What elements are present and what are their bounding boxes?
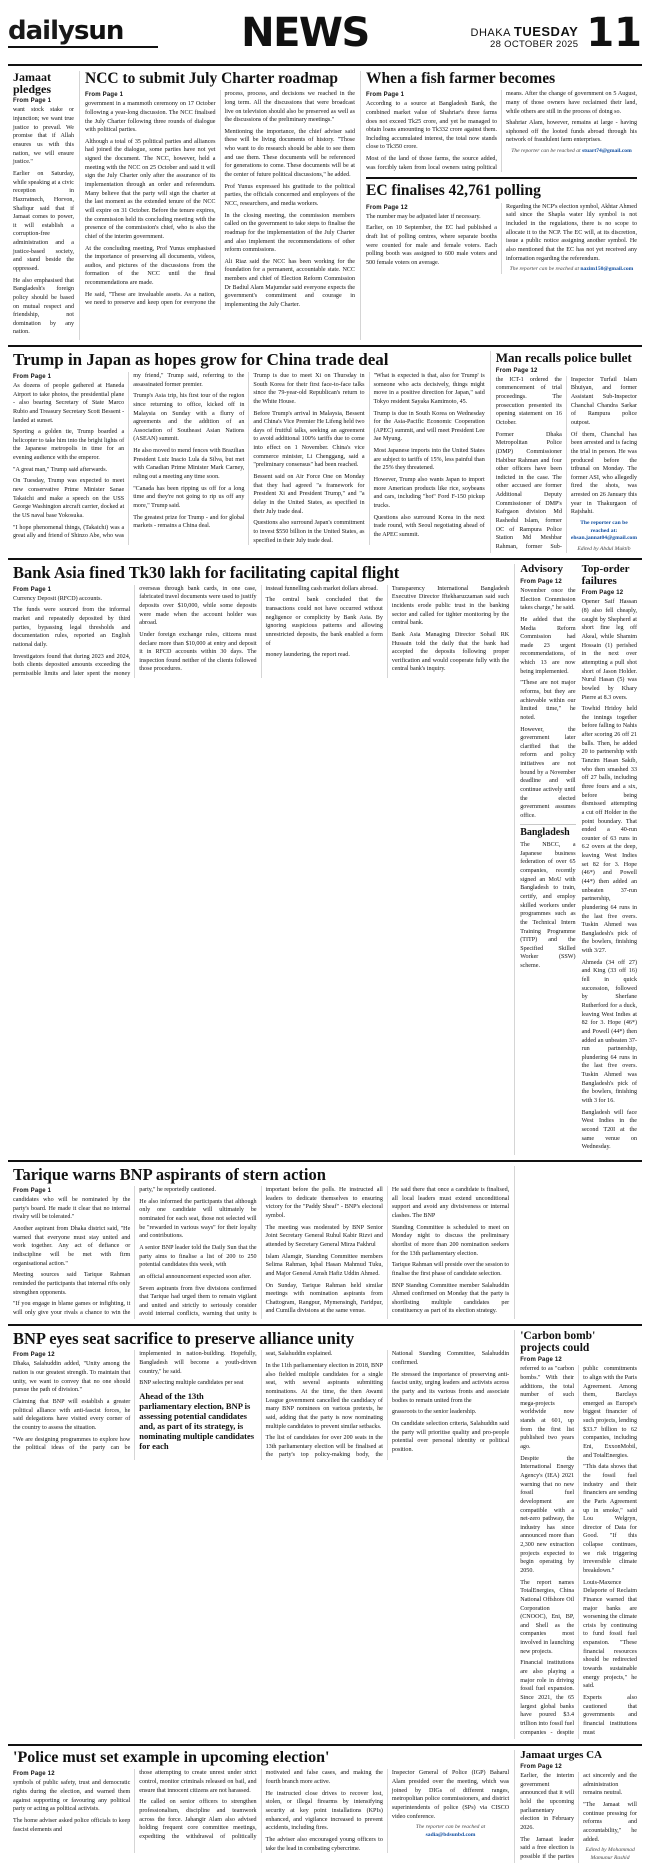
email-label: The reporter can be reached at — [511, 148, 581, 155]
headline-advisory: Advisory — [520, 563, 563, 576]
logo-sun: sun — [73, 16, 124, 46]
paragraph: He called on senior officers to strengthen professionalism, discipline and teamwork across the force. Jahangir Alam also advised holding frequent core committee meetings, expediting the withdrawal of politically motivated and false cases, and making the fourth branch more active. — [139, 1770, 383, 1840]
police-row — [8, 1750, 642, 1863]
paragraph: Ali Riaz said the NCC has been working for the foundation for a permanent, accountable state. NCC members and chief of Election Reform Commission Dr Badiul Alam Majumdar said everyone expects the government's commitment and courage in implementing the July Charter. — [224, 258, 355, 308]
paragraph: Standing Committee is scheduled to meet on Monday night to discuss the preliminary shortlist of more than 200 nomination seekers for the 13th parliamentary election. — [391, 1224, 510, 1257]
byline-trump: From Page 1 — [13, 373, 52, 380]
byline-toporder: From Page 12 — [581, 590, 624, 597]
paragraph: Former Dhaka Metropolitan Police (DMP) Commissioner Habibur Rahman and four other officers have been indicted in the case. The other accused are former Additional Deputy Commissioner of DMP's Kafrgaon division Md Rashedul Islam, former OC of Rampura Police Station Md Meshbar Rahman, former Sub-Inspector Turfail Islam Bhuiyan, and former Assistant Sub-Inspector Chanchal Chandra Sarkar of Rampura police outpost. — [495, 376, 637, 550]
paragraph: On Sunday, Tarique Rahman held similar meetings with nomination aspirants from Chattogram, Rangpur, Mymensingh, Faridpur, and Cumilla divisions at the same venue. — [265, 1282, 383, 1315]
paragraph: Mentioning the importance, the chief adviser said these will be living documents of history. "Those who want to do research should be able to see them and use them. These documents will be referenced for generations to come. These documents will be at the center of future political discussions," he added. — [224, 128, 355, 179]
paragraph: Before Trump's arrival in Malaysia, Bessent and China's Vice Premier He Lifeng held two days of fruitful talks, seeking an agreement to avoid additional 100% tariffs due to come into effect on 1 November. China's vice commerce minister, Li Chenggang, said a "preliminary consensus" had been reached. — [253, 410, 365, 469]
paragraph: He also informed the participants that although only one candidate will ultimately be nominated for each seat, those not selected will be "rewarded in various ways" for their loyalty and contributions. — [139, 1198, 257, 1240]
paragraph: Dhaka, Salahuddin added, "Unity among the nation is our greatest strength. To maintain that unity, we want to convey that no one should pursue the path of division." — [13, 1361, 131, 1394]
paragraph: He instructed close drives to recover lost, stolen, or illegal firearms by intensifying security at key point installations (KPIs) enhanced, and vigilance increased to prevent accidents, including fires. — [265, 1790, 383, 1832]
paragraph: In the 11th parliamentary election in 2018, BNP also fielded multiple candidates for a single seat, with several aspirants submitting nominations. At the time, the then Awami League government cancelled the candidacy of many BNP nominees on various pretexts, he said, adding that the party is now nominating multiple candidates to prevent similar setbacks. — [265, 1363, 383, 1430]
spacer-col — [515, 1166, 642, 1319]
paragraph: grassroots to the senior leadership. — [391, 1409, 477, 1416]
masthead-weekday: TUESDAY — [513, 24, 579, 40]
paragraph: The meeting was moderated by BNP Senior Joint Secretary General Ruhul Kabir Rizvi and attended by Secretary General Mirza Fakhrul — [265, 1224, 383, 1248]
article-police-example — [8, 1750, 515, 1863]
newspaper-logo — [8, 18, 158, 48]
headline-toporder: Top-order failures — [581, 563, 630, 587]
paragraph: The funds were sourced from the informal market and repeatedly deposited by third parties, bypassing legal thresholds and documentation rules, reported an English national daily. — [13, 607, 131, 648]
subheading-bnp: Ahead of the 13th parliamentary election, BNP is assessing potential candidates and, as part of its strategy, is nominating multiple candidates for each — [139, 1391, 255, 1451]
byline-ncc: From Page 1 — [85, 92, 124, 99]
masthead-right — [452, 10, 642, 56]
email-address: nazim150@gmail.com — [580, 266, 634, 273]
paragraph: Sporting a golden tie, Trump boarded a helicopter to take him into the bright lights of the Japanese metropolis in time for an evening audience with the emperor. — [13, 429, 125, 462]
paragraph: Of them, Chanchal has been arrested and is facing the trial in person. He was produced before the tribunal on Monday. The former ASI, who allegedly fired the shots, was arrested on 26 January this year in Thakurgaon of Rajshahi. — [570, 431, 637, 516]
paragraph: "We are designing programmes to explore how the political ideas of the party can be implemented in nation-building. Hopefully, Bangladesh will become a youth-driven country," he said. — [13, 1351, 257, 1452]
headline-jamaat-ca: Jamaat urges CA — [520, 1748, 603, 1761]
paragraph: Under foreign exchange rules, citizens must declare more than $10,000 at entry and deposit it in RFCD accounts within 30 days. The inspection found neither of the clients followed those procedures. — [139, 631, 257, 673]
paragraph: However, Trump also wants Japan to import more American products like rice, soybeans and cars, including "hot" Ford F-150 pickup trucks. — [373, 477, 485, 509]
paragraph: Meeting sources said Tarique Rahman reminded the participants that internal rifts only strengthen opponents. — [13, 1272, 131, 1296]
email-address: stuart74@gmail.com — [581, 148, 632, 155]
paragraph: However, the government later clarified that the reform and policy initiatives are not bound by a November deadline and will continue actively until the elected government assumes office. — [520, 726, 576, 819]
article-tarique — [8, 1166, 515, 1319]
article-trump-japan — [8, 351, 491, 553]
paragraph: the ICT-1 ordered the commencement of trial proceedings. The prosecution presented its opening statement on 16 October. — [495, 376, 562, 426]
byline-bnp-seat: From Page 12 — [13, 1352, 55, 1359]
paragraph: seat, Salahuddin explained. — [265, 1351, 333, 1358]
paragraph: "What is expected is that, also for Trump' is someone who acts decisively, things might move in a positive direction for Japan," said Tokyo resident Sayaka Kamimoto, 45. — [373, 372, 485, 405]
article-police-bullet — [491, 351, 642, 553]
paragraph: The NBCC, a Japanese business federation of over 65 companies, recently signed an MoU with Bangladesh to train, certify, and employ skilled workers under programmes such as the Technical Intern Training Programme (TITP) and the Specified Skilled Worker (SSW) scheme. — [520, 842, 576, 970]
article-bnp-seat — [8, 1330, 515, 1739]
paragraph: Another aspirant from Dhaka district said, "He warned that everyone must stay united and work together. Any act of defiance or indiscipline will be met with firm organisational action." — [13, 1226, 131, 1267]
email-label: The reporter can be reached at — [509, 266, 580, 273]
bankasia-row — [8, 564, 642, 1154]
paragraph: Earlier, on 10 September, the EC had published a draft list of polling centres, where separate booths were counted for male and female voters. Each polling booth was assigned to 600 male voters and 500 female voters on average. — [366, 225, 497, 266]
paragraph: Questions also surround Korea in the next trade round, with Seoul negotiating ahead of the APEC summit. — [373, 514, 485, 538]
paragraph: The list of candidates for over 200 seats in the 13th parliamentary election will be finalised at the party's top policy-making body, the National Standing Committee, Salahuddin confirmed. — [265, 1351, 510, 1459]
paragraph: Most of the land of those farms, the source added, was forcibly taken from local owners using political means. After the change of government on 5 August, many of those owners have reclaimed their land, while others are still in the process of doing so. — [366, 91, 637, 171]
article-jamaat-pledges — [8, 71, 80, 340]
paragraph: Financial institutions are also playing a major role in driving fossil fuel expansion. Since 2021, the 65 largest global banks have poured $3.4 trillion into fossil fuel companies - despite public commitments to align with the Paris Agreement. Among them, Barclays emerged as Europe's biggest financier of such projects, lending $33.7 billion to 62 companies, including Eni, ExxonMobil, and TotalEnergies. — [520, 1366, 637, 1736]
byline-police-bullet: From Page 12 — [495, 367, 538, 374]
headline-trump: Trump in Japan as hopes grow for China trade deal — [13, 350, 389, 370]
paragraph: The central bank concluded that the transactions could not have occurred without negligence or complicity by Bank Asia. By ignoring suspicious patterns and allowing unrestricted deposits, the bank enabled a form of — [265, 597, 383, 647]
masthead-city: DHAKA — [470, 27, 511, 40]
byline-advisory: From Page 12 — [520, 578, 562, 585]
divider — [520, 824, 575, 825]
email-label: The reporter can be reached at — [415, 1824, 486, 1831]
page-number: 11 — [586, 10, 642, 56]
paragraph: Prof Yunus expressed his gratitude to the political parties, the officials concerned and employees of the NCC, researchers, and media workers. — [224, 183, 355, 207]
divider — [8, 1744, 642, 1746]
masthead-full-date: 28 OCTOBER 2025 — [490, 39, 579, 51]
article-jamaat-urges-ca — [515, 1750, 642, 1863]
paragraph: Inspector General of Police (IGP) Baharul Alam presided over the meeting, which was joined by DIGs of different ranges, metropolitan police commissioners, and district superintendents of police (SPs) via CISCO video conference. — [391, 1770, 510, 1820]
paragraph: Investigators found that during 2023 and 2024, both clients deposited amounts exceeding the permissible limits and later spent the money overseas through bank cards, in one case, fabricated travel documents were used to justify deposits over $10,000, while some deposits were made when the account holder was abroad. — [13, 585, 257, 677]
masthead-date — [471, 25, 579, 51]
article-ncc-roadmap — [80, 71, 361, 340]
paragraph: Ahmeda (34 off 27) and King (33 off 16) fell in quick succession, followed by Sherfane Rutherford for a duck, leaving West Indies at 82 for 3. Hope (46*) and Powell (44*) then added an unbeaten 37-run partnership, plundering 64 runs in the last five overs. Tuskin Ahmed was Bangladesh's pick of the bowlers, finishing with 3 for 16. — [581, 959, 637, 1104]
masthead — [8, 6, 642, 66]
headline-bank-asia: Bank Asia fined Tk30 lakh for facilitating capital flight — [13, 563, 400, 583]
headline-carbon: 'Carbon bomb' projects could — [520, 1330, 596, 1355]
article-top-order-failures — [582, 564, 637, 1154]
paragraph: referred to as "carbon bombs." With their additions, the total number of such mega-projects worldwide now stands at 601, up from the first list published two years ago. — [520, 1366, 575, 1451]
paragraph: Experts also cautioned that governments and financial institutions must — [583, 1694, 637, 1736]
editor-credit: Edited by Mohammad Mamunur Rashid — [585, 1847, 635, 1861]
paragraph: The greatest prize for Trump - and for global markets - remains a China deal. — [133, 514, 245, 530]
paragraph: government in a mammoth ceremony on 17 October following a year-long discussion. The NCC finalised the July Charter following three rounds of dialogue with political parties. — [85, 101, 216, 134]
paragraph: "If you engage in blame games or infighting, it will only give your rivals a chance to win the party," he reportedly cautioned. — [13, 1187, 217, 1316]
paragraph: Opener Saif Hassan (8) also fell cheaply, caught by Shepherd at short fine leg off Akeal, while Shamim Hossain (1) perished in the next over attempting a pull shot short of Jason Holder. Nurul Hasan (5) was bowled by Khary Pierre at 8.3 overs. — [581, 599, 637, 701]
paragraph: The report names TotalEnergies, China National Offshore Oil Corporation (CNOOC), Eni, BP, and Shell as the companies most involved in launching new projects. — [520, 1579, 575, 1655]
paragraph: A senior BNP leader told the Daily Sun that the party aims to finalise a list of 200 to 250 potential candidates this week, with — [139, 1245, 257, 1269]
paragraph: Bangladesh will face West Indies in the second T20I at the same venue on Wednesday. — [581, 1109, 637, 1151]
paragraph: Claiming that BNP will establish a greater political alliance with anti-fascist forces, he said delegations have visited every corner of the country to assess the situation. — [13, 1399, 131, 1431]
paragraph: As dozens of people gathered at Haneda Airport to take photos, the presidential plane - also bearing Secretary of State Marco Rubio and Treasury Secretary Scott Bessent - landed at sunset. — [13, 382, 125, 424]
headline-jamaat: Jamaat pledges — [13, 70, 52, 97]
paragraph: Seven aspirants from five divisions confirmed that Tarique had urged them to remain vigilant and united and strictly to seriously consider avoid internal conflicts, warning that unity is important before the polls. He instructed all leaders to dedicate themselves to ensuring victory for the "Paddy Sheaf" - BNP's electoral symbol. — [139, 1187, 383, 1318]
paragraph: Questions also surround Japan's commitment to invest $550 billion in the United States, as specified in their July trade deal. — [253, 520, 365, 544]
paragraph: The number may be adjusted later if necessary. — [366, 213, 481, 220]
paragraph: November once the Election Commission takes charge," he said. — [520, 587, 576, 612]
byline-jamaat-ca: From Page 12 — [520, 1764, 562, 1771]
paragraph: The home adviser asked police officials to keep fascist elements and — [13, 1818, 131, 1833]
paragraph: He said there that once a candidate is finalised, all local leaders must extend unconditional support and avoid any divisiveness or internal clashes. The BNP — [391, 1187, 510, 1220]
byline-ec: From Page 12 — [366, 204, 408, 211]
headline-bnp-seat: BNP eyes seat sacrifice to preserve alliance unity — [13, 1329, 355, 1349]
paragraph: Bank Asia Managing Director Sohail RK Hussain told the daily that the bank had accepted the deposits following proper verification and would cooperate fully with the central bank's inquiry. — [391, 631, 510, 673]
paragraph: Earlier on Saturday, while speaking at a civic reception in Hazrratnech, Horvon, Shafiqur said that if Jamaat comes to power, it will establish a corruption-free administration and a justice-based society, and stand beside the oppressed. — [13, 170, 74, 272]
paragraph: "A great man," Trump said afterwards. — [13, 466, 108, 473]
top-row — [8, 71, 642, 340]
headline-tarique: Tarique warns BNP aspirants of stern action — [13, 1164, 326, 1184]
paragraph: an official announcement expected soon after. — [139, 1273, 252, 1280]
headline-fish: When a fish farmer becomes — [366, 70, 556, 87]
paragraph: In the closing meeting, the commission members called on the government to take steps to finalise the roadmap for the implementation of the July Charter and also implement the recommendations of other reform commissions. — [224, 212, 355, 254]
paragraph: symbols of public safety, trust and democratic rights during the election, and warned them against supporting or favouring any political party or acting as political activists. — [13, 1780, 131, 1813]
paragraph: Trump's Asia trip, his first tour of the region since returning to office, kicked off in Malaysia on Sunday with a flurry of agreements and the addition of an Association of Southeast Asian Nations (ASEAN) summit. — [133, 393, 245, 443]
byline-carbon: From Page 12 — [520, 1357, 562, 1364]
headline-bangladesh: Bangladesh — [520, 826, 570, 838]
paragraph: The Jamaat leader said a free election is possible if the parties act sincerely and the administration remains neutral. — [520, 1773, 637, 1860]
paragraph: money laundering, the report read. — [265, 652, 350, 659]
paragraph: The adviser also encouraged young officers to take the lead in combating cybercrime. — [265, 1836, 383, 1852]
logo-daily: daily — [8, 16, 74, 46]
article-carbon-bomb — [515, 1330, 642, 1739]
paragraph: Although a total of 35 political parties and alliances had joined the dialogue, some parties have not yet signed the document. The NCC, however, held a meeting with the NCC on 25 October and said it will sign the July Charter only after the assurance of its implementation through an order and referendum. Many believe that the party will sign the charter at the last moment as the extended tenure of the NCC will expire on 31 October. Before the tenure expires, the commission held its concluding meeting with the presence of the commission's chief, who is also the chief of the interim government. — [85, 138, 216, 240]
paragraph: "The Jamaat will continue pressing for reforms and accountability," he added. — [583, 1802, 637, 1843]
paragraph: "This data shows that the fossil fuel industry and their financiers are sending the Paris Agreement up in smoke," said Lou Welgryn, director of Data for Good. "If this collapse continues, we risk triggering irreversible climate breakdown." — [583, 1464, 637, 1574]
paragraph: Islam Alamgir, Standing Committee members Selima Rahman, Iqbal Hasan Mahmud Tuku, and Major General Amsh Hafiz Uddin Ahmed. — [265, 1253, 383, 1277]
divider — [366, 177, 637, 179]
paragraph: Transparency International Bangladesh Executive Director Iftekharuzzaman said such incidents erode public trust in the banking sector and called for tighter monitoring by the central bank. — [391, 585, 510, 627]
paragraph: Regarding the NCP's election symbol, Akhtar Ahmed said since the Shapla water lily symbol is not included in the regulations, there is no scope to allocate it to the NCP. The EC will, at its discretion, issue a public notice assigning another symbol. He also mentioned that the EC has not yet received any information regarding the referendum. — [506, 203, 637, 262]
paragraph: Trump is due to meet Xi on Thursday in South Korea for their first face-to-face talks since the 79-year-old Republican's return to the White House. — [253, 372, 365, 405]
article-fish-farmer — [361, 71, 642, 340]
paragraph: "Canada has been ripping us off for a long time and they're not going to rip us off any more," Trump said. — [133, 485, 245, 509]
paragraph: BNP selecting multiple candidates per seat — [139, 1380, 244, 1387]
divider — [8, 1160, 642, 1162]
paragraph: BNP Standing Committee member Salahuddin Ahmed confirmed on Monday that the party is shortlisting multiple candidates per constituency as part of its election strategy. — [391, 1282, 510, 1315]
paragraph: At the concluding meeting, Prof Yunus emphasised the importance of preserving all documents, videos, audios, and pictures of the discussions from the formation of the NCC until the final recommendations are made. — [85, 245, 216, 287]
email-address: sadia@bdsunbd.com — [425, 1831, 476, 1838]
paragraph: He stressed the importance of preserving anti-fascist unity, urging leaders and activists across the party and its various fronts and associate bodies to remain united from the — [391, 1371, 510, 1404]
paragraph: Earlier, the interim government announced that it will hold the upcoming parliamentary election in February 2026. — [520, 1773, 575, 1832]
paragraph: Tarique Rahman will preside over the session to finalise the first phase of candidate selection. — [391, 1262, 510, 1277]
section-word: NEWS — [241, 10, 369, 56]
trump-row — [8, 351, 642, 553]
headline-ncc: NCC to submit July Charter roadmap — [85, 70, 339, 87]
paragraph: "I hope phenomenal things, (Takaichi) was a great ally and friend of Shinzo Abe, who was my friend," Trump said, referring to the assassinated former premier. — [13, 372, 245, 540]
paragraph: He also moved to mend fences with Brazilian President Luiz Inacio Lula da Silva, but met with Canadian Prime Minister Mark Carney, ruling out a meeting any time soon. — [133, 448, 245, 481]
headline-ec: EC finalises 42,761 polling — [366, 182, 541, 200]
paragraph: Shahriar Alam, however, remains at large - having siphoned off the looted funds abroad through his network of fraudulent farm enterprises. — [506, 120, 637, 144]
paragraph: Trump is due in South Korea on Wednesday for the Asia-Pacific Economic Cooperation (APEC) summit, and will meet President Lee Jae Myung. — [373, 410, 485, 443]
paragraph: Most Japanese imports into the United States are subject to tariffs of 15%, less painful than the 25% they threatened. — [373, 448, 485, 472]
article-advisory — [520, 564, 575, 1154]
paragraph: Currency Deposit (RFCD) accounts. — [13, 595, 103, 602]
paragraph: On Tuesday, Trump was expected to meet new conservative Prime Minister Sanae Takaichi and make a speech on the USS George Washington aircraft carrier, docked at the US naval base Yokosuka. — [13, 478, 125, 519]
headline-police-example: 'Police must set example in upcoming election' — [13, 1748, 330, 1766]
divider — [8, 558, 642, 560]
paragraph: According to a source at Bangladesh Bank, the combined market value of Shahriar's three farms does not exceed Tk25 crore, and yet he managed to obtain loans amounting to Tk332 crore against them. Including accumulated interest, the total now stands close to Tk350 crore. — [366, 101, 497, 151]
divider — [8, 345, 642, 347]
article-bank-asia — [8, 564, 515, 1154]
paragraph: Despite the International Energy Agency's (IEA) 2021 warning that no new fossil fuel development are compatible with a net-zero pathway, the industry has since announced more than 2,300 new extraction projects expected to begin operating by 2050. — [520, 1455, 575, 1574]
byline-tarique: From Page 1 — [13, 1188, 52, 1195]
divider — [8, 1324, 642, 1326]
headline-police-bullet: Man recalls police bullet — [495, 350, 632, 366]
paragraph: Towhid Hridoy held the innings together before falling to Nahis after scoring 26 off 21 balls. Then, he added 20 to partnership with Tanzim Hasan Sakib, who then smashed 33 off 27 balls, including three fours and a six, before being dismissed attempting a cut off Holder in the point boundary. That ended a 40-run counter of 63 runs in 6.2 overs at the deep, leaving West Indies set 82 for 3. Hope (46*) and Powell (44*) then added an unbeaten 37-run partnership, plundering 64 runs in the last five overs. Tuskin Ahmed was Bangladesh's pick of the bowlers, finishing with 3/27. — [581, 706, 637, 955]
paragraph: Bessent said on Air Force One on Monday that they had agreed "a framework for President Xi and President Trump," and "a delay in the United States, as specified in their July trade deal. — [253, 474, 365, 515]
paragraph: He added that the Media Reform Commission had made 23 urgent recommendations, of which 13 are now being implemented. — [520, 616, 576, 675]
paragraph: He said, "These are invaluable assets. As a nation, we need to preserve and keep open for everyone the process, process, and decisions we reached in the long term. All the discussions that were broadcast live on television should also be preserved as well as the discussions of the preliminary meetings." — [85, 91, 355, 307]
sidebar-advisory-toporder — [515, 564, 642, 1154]
byline-police-example: From Page 12 — [13, 1771, 55, 1778]
byline-fish: From Page 1 — [366, 92, 405, 99]
editor-credit: Edited by Abdul Muktib — [577, 545, 631, 552]
bnp-row — [8, 1330, 642, 1739]
paragraph: those attempting to create unrest under strict control, monitor criminals released on bail, and ensure that innocent citizens are not harassed. — [139, 1770, 257, 1794]
byline-bank-asia: From Page 1 — [13, 586, 52, 593]
tarique-row — [8, 1166, 642, 1319]
paragraph: On candidate selection criteria, Salahuddin said the party will prioritise quality and pro-people potential over personal identity or political position. — [391, 1420, 510, 1453]
paragraph: candidates who will be nominated by the party's board. He made it clear that no internal rivalry will be tolerated." — [13, 1197, 131, 1221]
paragraph: Louis-Maxence Delaporte of Reclaim Finance warned that major banks are worsening the climate crisis by continuing to fund fossil fuel expansion. "These financial resources should be redirected towards sustainable energy projects," he said. — [583, 1579, 637, 1690]
email-address: The reporter can be reached at: ehsan.jannat04@gmail.com — [570, 520, 638, 542]
paragraph: He also emphasised that Bangladesh's foreign policy should be based on mutual respect and friendship, not domination by any nation. — [13, 277, 74, 336]
logo-rule — [8, 46, 158, 48]
paragraph: instead funnelling cash market dollars abroad. — [265, 585, 378, 592]
byline-jamaat: From Page 1 — [13, 98, 52, 105]
paragraph: "These are not major reforms, but they are achievable within our limited time," he noted. — [520, 680, 576, 721]
paragraph: want stock stake or injunction; we want true justice to prevail. We promise that if Allah ensures us with this nation, we will ensure justice." — [13, 107, 74, 166]
